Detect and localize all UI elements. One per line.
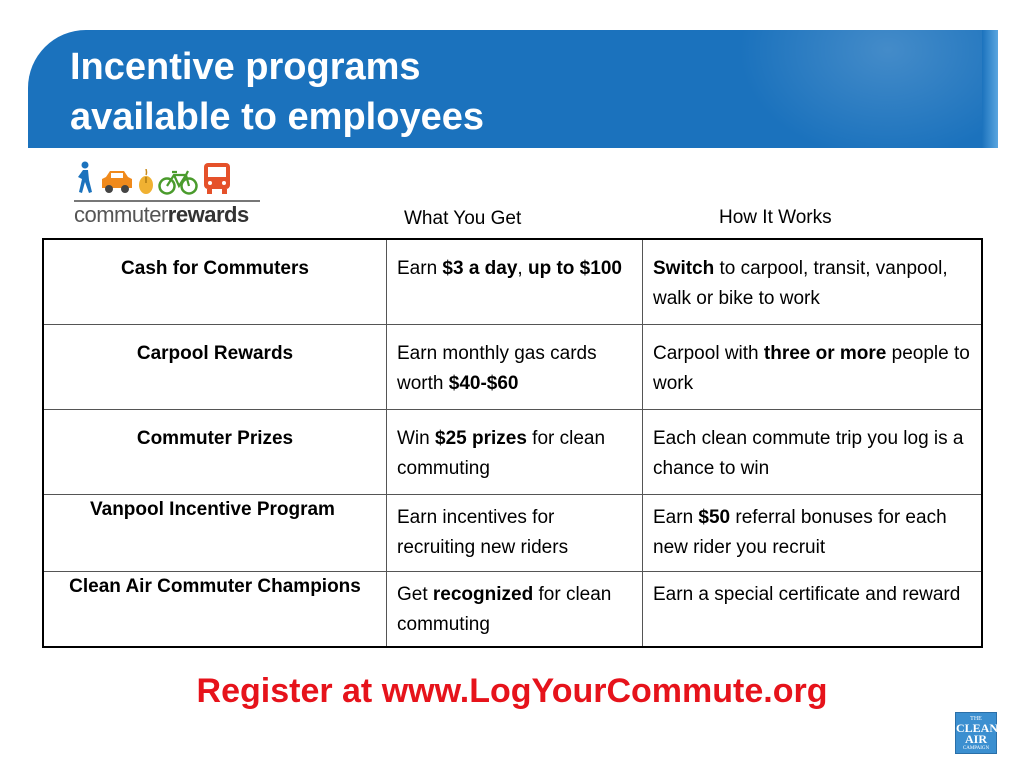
cell-text: up to $100	[527, 258, 622, 279]
logo-icons	[74, 160, 264, 200]
cell-text: recognized	[432, 583, 534, 605]
cell-text: $40-$60	[448, 372, 519, 394]
what-you-get-cell	[387, 494, 643, 571]
cell-text: ,	[517, 258, 528, 279]
program-name: Vanpool Incentive Program	[90, 498, 335, 520]
slide-title	[70, 42, 484, 142]
how-it-works-cell	[643, 409, 983, 494]
walker-icon	[74, 161, 96, 200]
cell-text: Earn incentives for recruiting new riders	[397, 506, 569, 558]
program-name-cell	[43, 571, 387, 647]
cell-text: to carpool, transit, vanpool, walk or bike to work	[653, 258, 948, 309]
column-header-how-it-works: How It Works	[719, 207, 832, 228]
banner-edge	[982, 30, 998, 148]
table-row	[43, 409, 982, 494]
what-you-get-cell	[387, 239, 643, 324]
what-you-get-cell	[387, 324, 643, 409]
table-row	[43, 324, 982, 409]
how-it-works-cell	[643, 571, 983, 647]
program-name: Cash for Commuters	[121, 258, 309, 279]
table-row	[43, 571, 982, 647]
how-it-works-cell	[643, 494, 983, 571]
program-name: Commuter Prizes	[136, 427, 294, 449]
cell-text: three or more	[763, 342, 887, 364]
table-row	[43, 239, 982, 324]
program-name-cell	[43, 409, 387, 494]
program-name: Clean Air Commuter Champions	[69, 575, 361, 597]
cell-text: Earn a special certificate and reward	[653, 583, 961, 605]
program-name-cell	[43, 239, 387, 324]
badge-line-1: THE	[970, 716, 982, 722]
cell-text: people to work	[653, 342, 970, 394]
incentive-table	[42, 238, 983, 648]
badge-line-3: CAMPAIGN	[962, 746, 990, 751]
register-link-text: Register at www.LogYourCommute.org	[196, 672, 828, 710]
logo-wordmark	[74, 202, 249, 228]
cell-text: Switch	[653, 258, 715, 279]
cell-text: $3 a day	[442, 258, 518, 279]
banner-highlight	[738, 30, 998, 148]
cell-text: Carpool with	[653, 342, 764, 364]
what-you-get-cell	[387, 409, 643, 494]
cell-text: Earn	[653, 506, 699, 528]
logo-word-light: commuter	[74, 202, 168, 227]
badge-line-2: CLEAN AIR	[956, 721, 999, 746]
program-name-cell	[43, 324, 387, 409]
cell-text: Get	[397, 583, 433, 605]
cell-text: Earn	[397, 258, 443, 279]
how-it-works-cell	[643, 239, 983, 324]
program-name: Carpool Rewards	[136, 342, 294, 364]
program-name-cell	[43, 494, 387, 571]
bicycle-icon	[158, 169, 198, 200]
bus-icon	[202, 161, 232, 200]
cell-text: referral bonuses for each new rider you recruit	[653, 506, 947, 558]
car-icon	[100, 169, 134, 200]
mouse-icon	[138, 169, 154, 200]
commuter-rewards-logo	[74, 160, 264, 234]
how-it-works-cell	[643, 324, 983, 409]
column-header-what-you-get: What You Get	[404, 208, 522, 229]
cell-text: Each clean commute trip you log is a chance to win	[653, 427, 964, 479]
cell-text: $25 prizes	[435, 427, 527, 449]
logo-word-bold: rewards	[167, 202, 249, 227]
title-line-2: available to employees	[70, 96, 484, 138]
table-row	[43, 494, 982, 571]
cell-text: $50	[698, 506, 731, 528]
cell-text: Earn monthly gas cards worth	[397, 342, 597, 394]
title-line-1: Incentive programs	[70, 46, 421, 88]
clean-air-campaign-logo	[955, 712, 997, 754]
cell-text: for clean commuting	[397, 427, 606, 479]
cell-text: Win	[397, 427, 435, 449]
what-you-get-cell	[387, 571, 643, 647]
cell-text: for clean commuting	[397, 583, 612, 635]
